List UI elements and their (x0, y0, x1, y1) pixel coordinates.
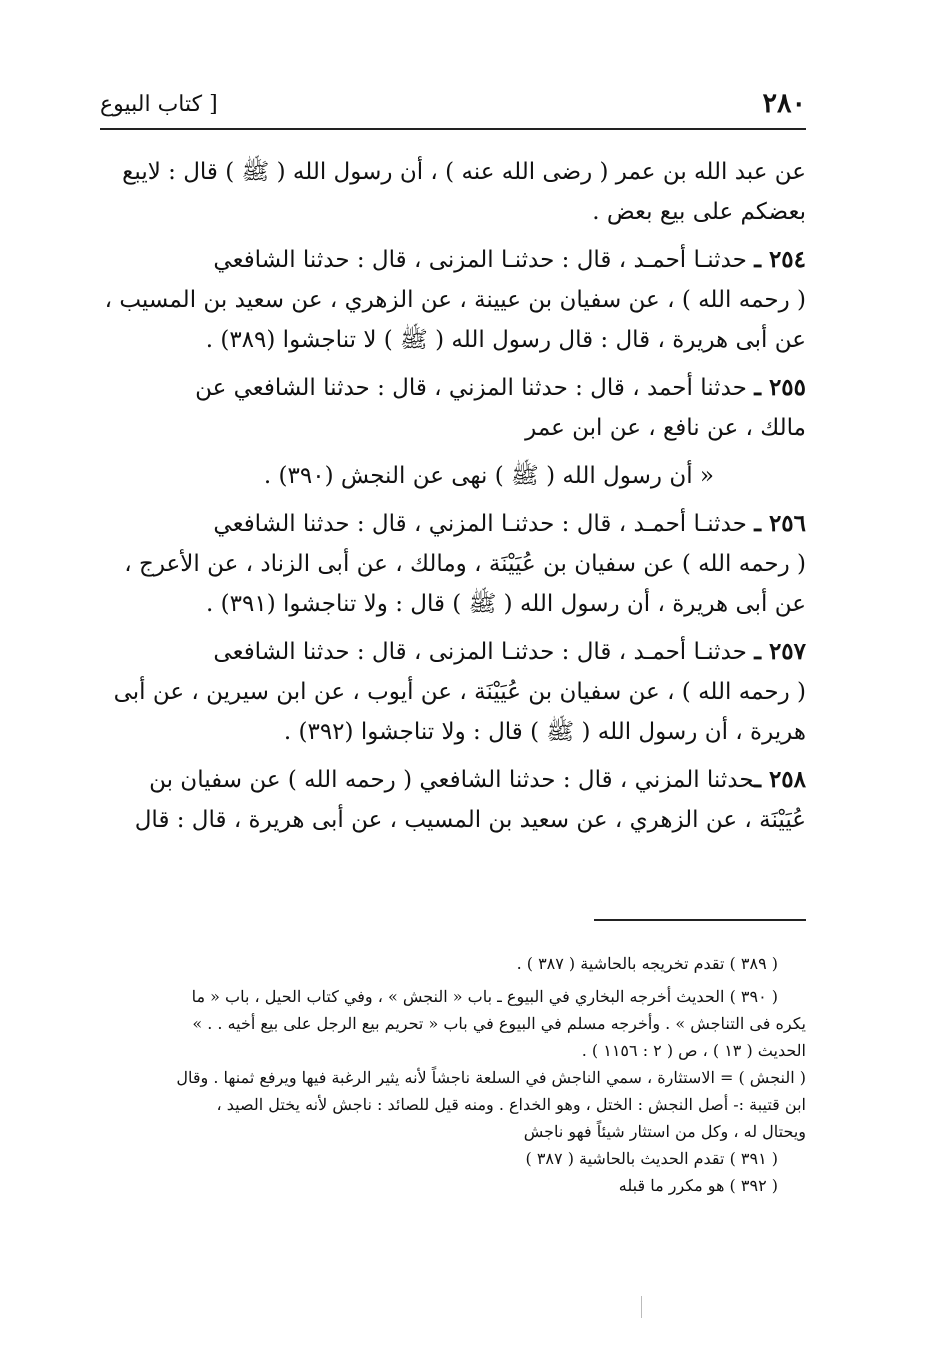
paragraph-continuation (100, 152, 806, 232)
hadith-number: ٢٥٧ ـ (754, 638, 806, 665)
text-line: عن أبى هريرة ، أن رسول الله ( ﷺ ) قال : ولا تناجشوا (٣٩١) . (206, 591, 806, 617)
text-line: ( رحمه الله ) ، عن سفيان بن عيينة ، عن الزهري ، عن سعيد بن المسيب ، (104, 287, 806, 313)
text-line: عُيَيْنَة ، عن الزهري ، عن سعيد بن المسيب ، عن أبى هريرة ، قال : قال (134, 807, 806, 833)
footnote-najsh-definition (100, 1064, 806, 1145)
hadith-255-matn (100, 456, 806, 496)
footnote-392 (100, 1172, 806, 1199)
footnote-line: ( ٣٩١ ) تقدم الحديث بالحاشية ( ٣٨٧ ) (525, 1149, 778, 1168)
footnote-line: ويحتال له ، وكل من استثار شيئاً فهو ناجش (523, 1122, 806, 1141)
hadith-254 (100, 240, 806, 360)
text-line-content: حدثنا المزني ، قال : حدثنا الشافعي ( رحمه الله ) عن سفيان بن (149, 767, 755, 793)
footnote-divider (594, 919, 806, 921)
hadith-number: ٢٥٨ ـ (754, 766, 806, 793)
text-line-content: حدثنا أحمد ، قال : حدثنا المزني ، قال : حدثنا الشافعي عن (195, 375, 755, 401)
text-line: هريرة ، أن رسول الله ( ﷺ ) قال : ولا تناجشوا (٣٩٢) . (283, 719, 806, 745)
hadith-257 (100, 632, 806, 752)
text-line-content: حدثنـا أحمـد ، قال : حدثنـا المزني ، قال : حدثنا الشافعي (213, 511, 755, 537)
text-line: « أن رسول الله ( ﷺ ) نهى عن النجش (٣٩٠) . (263, 463, 714, 489)
text-line (100, 368, 806, 408)
text-line: مالك ، عن نافع ، عن ابن عمر (525, 415, 806, 441)
page-number: ٢٨٠ (762, 88, 806, 119)
text-line (100, 632, 806, 672)
footnote-line: ابن قتيبة :- أصل النجش : الختل ، وهو الخداع . ومنه قيل للصائد : ناجش لأنه يختل الصيد ، (216, 1095, 806, 1114)
footnote-line: الحديث ( ١٣ ) ، ص ( ٢ : ١١٥٦ ) . (581, 1041, 806, 1060)
hadith-255 (100, 368, 806, 448)
footnote-line: ( النجش ) = الاستثارة ، سمي الناجش في السلعة ناجشاً لأنه يثير الرغبة فيها ويرفع ثمنها . وقال (176, 1068, 806, 1087)
hadith-number: ٢٥٥ ـ (754, 374, 806, 401)
text-line (100, 504, 806, 544)
footnote-line: ( ٣٨٩ ) تقدم تخريجه بالحاشية ( ٣٨٧ ) . (516, 954, 778, 973)
hadith-number: ٢٥٦ ـ (754, 510, 806, 537)
footnote-line: يكره فى التناجش » . وأخرجه مسلم في البيوع في باب « تحريم بيع الرجل على بيع أخيه . . » (192, 1014, 806, 1033)
text-line: بعضكم على بيع بعض . (592, 199, 806, 225)
text-line: ( رحمه الله ) ، عن سفيان بن عُيَيْنَة ، عن أيوب ، عن ابن سيرين ، عن أبى (113, 679, 806, 705)
footnote-391 (100, 1145, 806, 1172)
scan-mark (641, 1296, 642, 1318)
text-line (100, 760, 806, 800)
header-divider (100, 128, 806, 130)
text-line-content: حدثنـا أحمـد ، قال : حدثنـا المزنى ، قال : حدثنا الشافعي (213, 247, 755, 273)
text-line: عن عبد الله بن عمر ( رضى الله عنه ) ، أن رسول الله ( ﷺ ) قال : لايبع (122, 159, 806, 185)
main-text (100, 152, 806, 848)
page-header (100, 86, 806, 126)
footnote-line: ( ٣٩٢ ) هو مكرر ما قبله (618, 1176, 778, 1195)
text-line-content: حدثنـا أحمـد ، قال : حدثنـا المزنى ، قال : حدثنا الشافعى (213, 639, 755, 665)
hadith-number: ٢٥٤ ـ (754, 246, 806, 273)
footnote-390-continued (100, 1010, 806, 1064)
text-line: عن أبى هريرة ، قال : قال رسول الله ( ﷺ ) لا تناجشوا (٣٨٩) . (205, 327, 806, 353)
footnotes (100, 950, 806, 1205)
text-line (100, 240, 806, 280)
footnote-390 (100, 983, 806, 1010)
hadith-256 (100, 504, 806, 624)
footnote-line: ( ٣٩٠ ) الحديث أخرجه البخاري في البيوع ـ باب « النجش » ، وفي كتاب الحيل ، باب « ما (191, 987, 778, 1006)
footnote-389 (100, 950, 806, 977)
hadith-258 (100, 760, 806, 840)
text-line: ( رحمه الله ) عن سفيان بن عُيَيْنَة ، ومالك ، عن أبى الزناد ، عن الأعرج ، (124, 551, 806, 577)
running-title: [ كتاب البيوع (100, 92, 218, 117)
